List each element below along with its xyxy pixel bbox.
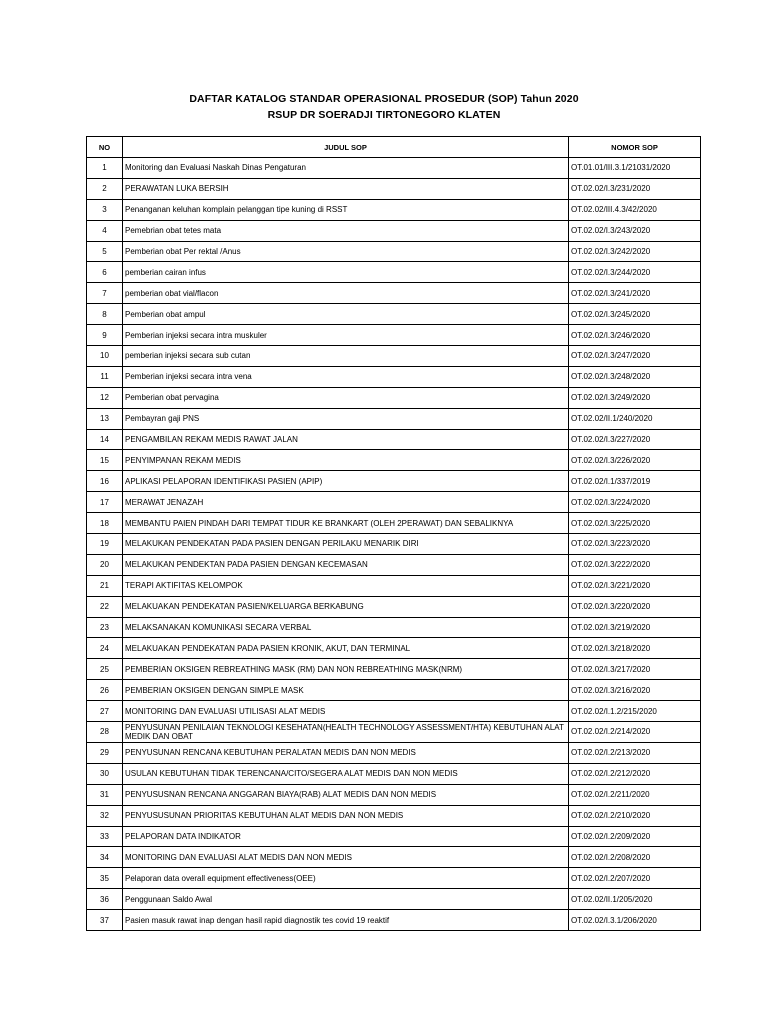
sop-title: PENYUSUNAN PENILAIAN TEKNOLOGI KESEHATAN(HEALTH TECHNOLOGY ASSESSMENT/HTA) KEBUTUHAN ALAT MEDIK DAN OBAT <box>123 722 569 743</box>
table-row <box>87 534 701 555</box>
table-row <box>87 304 701 325</box>
table-row <box>87 847 701 868</box>
table-row <box>87 889 701 910</box>
row-number: 8 <box>87 304 123 325</box>
row-number: 30 <box>87 763 123 784</box>
sop-number: OT.02.02/I.2/210/2020 <box>569 805 701 826</box>
sop-title: PELAPORAN DATA INDIKATOR <box>123 826 569 847</box>
sop-title: Pemberian obat pervagina <box>123 387 569 408</box>
row-number: 36 <box>87 889 123 910</box>
sop-number: OT.02.02/I.3/242/2020 <box>569 241 701 262</box>
sop-title: TERAPI AKTIFITAS KELOMPOK <box>123 575 569 596</box>
table-row <box>87 659 701 680</box>
sop-number: OT.02.02/I.3/221/2020 <box>569 575 701 596</box>
row-number: 28 <box>87 722 123 743</box>
table-row <box>87 554 701 575</box>
row-number: 7 <box>87 283 123 304</box>
row-number: 32 <box>87 805 123 826</box>
sop-number: OT.02.02/I.3/226/2020 <box>569 450 701 471</box>
table-row <box>87 742 701 763</box>
table-row <box>87 763 701 784</box>
row-number: 4 <box>87 220 123 241</box>
row-number: 16 <box>87 471 123 492</box>
row-number: 20 <box>87 554 123 575</box>
sop-title: pemberian obat vial/flacon <box>123 283 569 304</box>
table-row <box>87 471 701 492</box>
document-title: DAFTAR KATALOG STANDAR OPERASIONAL PROSEDUR (SOP) Tahun 2020 <box>189 93 579 105</box>
row-number: 22 <box>87 596 123 617</box>
sop-number: OT.02.02/I.3/222/2020 <box>569 554 701 575</box>
sop-title: Pemberian obat Per rektal /Anus <box>123 241 569 262</box>
sop-number: OT.02.02/I.3/225/2020 <box>569 513 701 534</box>
table-row <box>87 178 701 199</box>
sop-title: PEMBERIAN OKSIGEN REBREATHING MASK (RM) DAN NON REBREATHING MASK(NRM) <box>123 659 569 680</box>
table-row <box>87 241 701 262</box>
table-row <box>87 283 701 304</box>
row-number: 6 <box>87 262 123 283</box>
sop-title: Pelaporan data overall equipment effectiveness(OEE) <box>123 868 569 889</box>
sop-title: pemberian cairan infus <box>123 262 569 283</box>
table-row <box>87 617 701 638</box>
table-row <box>87 220 701 241</box>
row-number: 17 <box>87 492 123 513</box>
sop-number: OT.02.02/I.2/213/2020 <box>569 742 701 763</box>
sop-number: OT.02.02/I.2/209/2020 <box>569 826 701 847</box>
sop-number: OT.02.02/I.3/246/2020 <box>569 325 701 346</box>
table-header-row <box>87 137 701 158</box>
row-number: 14 <box>87 429 123 450</box>
sop-title: Pemberian obat ampul <box>123 304 569 325</box>
sop-title: MELAKUKAN PENDEKTAN PADA PASIEN DENGAN KECEMASAN <box>123 554 569 575</box>
sop-title: MELAKUKAN PENDEKATAN PADA PASIEN DENGAN PERILAKU MENARIK DIRI <box>123 534 569 555</box>
sop-title: MELAKUAKAN PENDEKATAN PADA PASIEN KRONIK, AKUT, DAN TERMINAL <box>123 638 569 659</box>
column-header-judul-sop: JUDUL SOP <box>123 137 569 158</box>
sop-title: MERAWAT JENAZAH <box>123 492 569 513</box>
sop-title: Monitoring dan Evaluasi Naskah Dinas Pengaturan <box>123 158 569 179</box>
table-row <box>87 513 701 534</box>
table-row <box>87 408 701 429</box>
sop-number: OT.02.02/I.3/227/2020 <box>569 429 701 450</box>
sop-number: OT.02.02/I.3/241/2020 <box>569 283 701 304</box>
row-number: 18 <box>87 513 123 534</box>
row-number: 3 <box>87 199 123 220</box>
sop-title: Penanganan keluhan komplain pelanggan tipe kuning di RSST <box>123 199 569 220</box>
table-row <box>87 805 701 826</box>
sop-number: OT.02.02/I.3/218/2020 <box>569 638 701 659</box>
row-number: 23 <box>87 617 123 638</box>
table-row <box>87 784 701 805</box>
table-row <box>87 638 701 659</box>
table-row <box>87 199 701 220</box>
sop-title: Pasien masuk rawat inap dengan hasil rapid diagnostik tes covid 19 reaktif <box>123 910 569 931</box>
table-row <box>87 575 701 596</box>
row-number: 13 <box>87 408 123 429</box>
sop-title: Pemberian injeksi secara intra muskuler <box>123 325 569 346</box>
sop-number: OT.02.02/II.1/240/2020 <box>569 408 701 429</box>
table-row <box>87 158 701 179</box>
sop-title: Pembayran gaji PNS <box>123 408 569 429</box>
sop-title: USULAN KEBUTUHAN TIDAK TERENCANA/CITO/SEGERA ALAT MEDIS DAN NON MEDIS <box>123 763 569 784</box>
row-number: 11 <box>87 366 123 387</box>
sop-number: OT.02.02/I.3/231/2020 <box>569 178 701 199</box>
table-row <box>87 722 701 743</box>
sop-number: OT.02.02/I.2/208/2020 <box>569 847 701 868</box>
row-number: 29 <box>87 742 123 763</box>
row-number: 15 <box>87 450 123 471</box>
sop-title: MELAKUAKAN PENDEKATAN PASIEN/KELUARGA BERKABUNG <box>123 596 569 617</box>
row-number: 2 <box>87 178 123 199</box>
sop-number: OT.02.02/I.3/217/2020 <box>569 659 701 680</box>
table-row <box>87 262 701 283</box>
sop-number: OT.02.02/I.3/220/2020 <box>569 596 701 617</box>
sop-number: OT.02.02/I.3/216/2020 <box>569 680 701 701</box>
row-number: 33 <box>87 826 123 847</box>
sop-number: OT.02.02/I.1/337/2019 <box>569 471 701 492</box>
sop-title: PERAWATAN LUKA BERSIH <box>123 178 569 199</box>
sop-number: OT.02.02/I.2/211/2020 <box>569 784 701 805</box>
row-number: 31 <box>87 784 123 805</box>
sop-title: PENYIMPANAN REKAM MEDIS <box>123 450 569 471</box>
row-number: 1 <box>87 158 123 179</box>
sop-title: APLIKASI PELAPORAN IDENTIFIKASI PASIEN (APIP) <box>123 471 569 492</box>
sop-catalog-table <box>86 136 701 931</box>
sop-number: OT.02.02/III.4.3/42/2020 <box>569 199 701 220</box>
table-row <box>87 492 701 513</box>
sop-number: OT.02.02/II.1/205/2020 <box>569 889 701 910</box>
table-row <box>87 346 701 367</box>
row-number: 19 <box>87 534 123 555</box>
table-row <box>87 680 701 701</box>
document-subtitle: RSUP DR SOERADJI TIRTONEGORO KLATEN <box>267 109 501 121</box>
row-number: 37 <box>87 910 123 931</box>
table-row <box>87 910 701 931</box>
sop-title: MELAKSANAKAN KOMUNIKASI SECARA VERBAL <box>123 617 569 638</box>
sop-number: OT.02.02/I.3/248/2020 <box>569 366 701 387</box>
sop-number: OT.02.02/I.3/219/2020 <box>569 617 701 638</box>
row-number: 21 <box>87 575 123 596</box>
table-row <box>87 325 701 346</box>
sop-title: PENYUSUSUNAN PRIORITAS KEBUTUHAN ALAT MEDIS DAN NON MEDIS <box>123 805 569 826</box>
row-number: 35 <box>87 868 123 889</box>
table-row <box>87 429 701 450</box>
sop-title: Pemebrian obat tetes mata <box>123 220 569 241</box>
row-number: 5 <box>87 241 123 262</box>
row-number: 27 <box>87 701 123 722</box>
sop-title: PENYUSUNAN RENCANA KEBUTUHAN PERALATAN MEDIS DAN NON MEDIS <box>123 742 569 763</box>
sop-title: Penggunaan Saldo Awal <box>123 889 569 910</box>
sop-number: OT.02.02/I.3/245/2020 <box>569 304 701 325</box>
table-row <box>87 366 701 387</box>
sop-title: MONITORING DAN EVALUASI UTILISASI ALAT MEDIS <box>123 701 569 722</box>
sop-title: MEMBANTU PAIEN PINDAH DARI TEMPAT TIDUR KE BRANKART (OLEH 2PERAWAT) DAN SEBALIKNYA <box>123 513 569 534</box>
table-row <box>87 701 701 722</box>
sop-number: OT.02.02/I.3.1/206/2020 <box>569 910 701 931</box>
row-number: 12 <box>87 387 123 408</box>
table-row <box>87 868 701 889</box>
sop-number: OT.02.02/I.3/224/2020 <box>569 492 701 513</box>
table-row <box>87 450 701 471</box>
row-number: 10 <box>87 346 123 367</box>
sop-number: OT.02.02/I.3/243/2020 <box>569 220 701 241</box>
sop-number: OT.02.02/I.3/247/2020 <box>569 346 701 367</box>
row-number: 26 <box>87 680 123 701</box>
sop-title: Pemberian injeksi secara intra vena <box>123 366 569 387</box>
sop-number: OT.01.01/III.3.1/21031/2020 <box>569 158 701 179</box>
sop-number: OT.02.02/I.2/212/2020 <box>569 763 701 784</box>
sop-number: OT.02.02/I.3/244/2020 <box>569 262 701 283</box>
sop-number: OT.02.02/I.2/207/2020 <box>569 868 701 889</box>
sop-title: pemberian injeksi secara sub cutan <box>123 346 569 367</box>
row-number: 34 <box>87 847 123 868</box>
sop-title: PENGAMBILAN REKAM MEDIS RAWAT JALAN <box>123 429 569 450</box>
row-number: 25 <box>87 659 123 680</box>
table-row <box>87 596 701 617</box>
column-header-no: NO <box>87 137 123 158</box>
sop-number: OT.02.02/I.2/214/2020 <box>569 722 701 743</box>
sop-title: MONITORING DAN EVALUASI ALAT MEDIS DAN NON MEDIS <box>123 847 569 868</box>
table-row <box>87 387 701 408</box>
sop-number: OT.02.02/I.3/249/2020 <box>569 387 701 408</box>
column-header-nomor-sop: NOMOR SOP <box>569 137 701 158</box>
sop-title: PENYUSUSNAN RENCANA ANGGARAN BIAYA(RAB) ALAT MEDIS DAN NON MEDIS <box>123 784 569 805</box>
row-number: 9 <box>87 325 123 346</box>
sop-number: OT.02.02/I.1.2/215/2020 <box>569 701 701 722</box>
row-number: 24 <box>87 638 123 659</box>
sop-title: PEMBERIAN OKSIGEN DENGAN SIMPLE MASK <box>123 680 569 701</box>
sop-number: OT.02.02/I.3/223/2020 <box>569 534 701 555</box>
table-row <box>87 826 701 847</box>
